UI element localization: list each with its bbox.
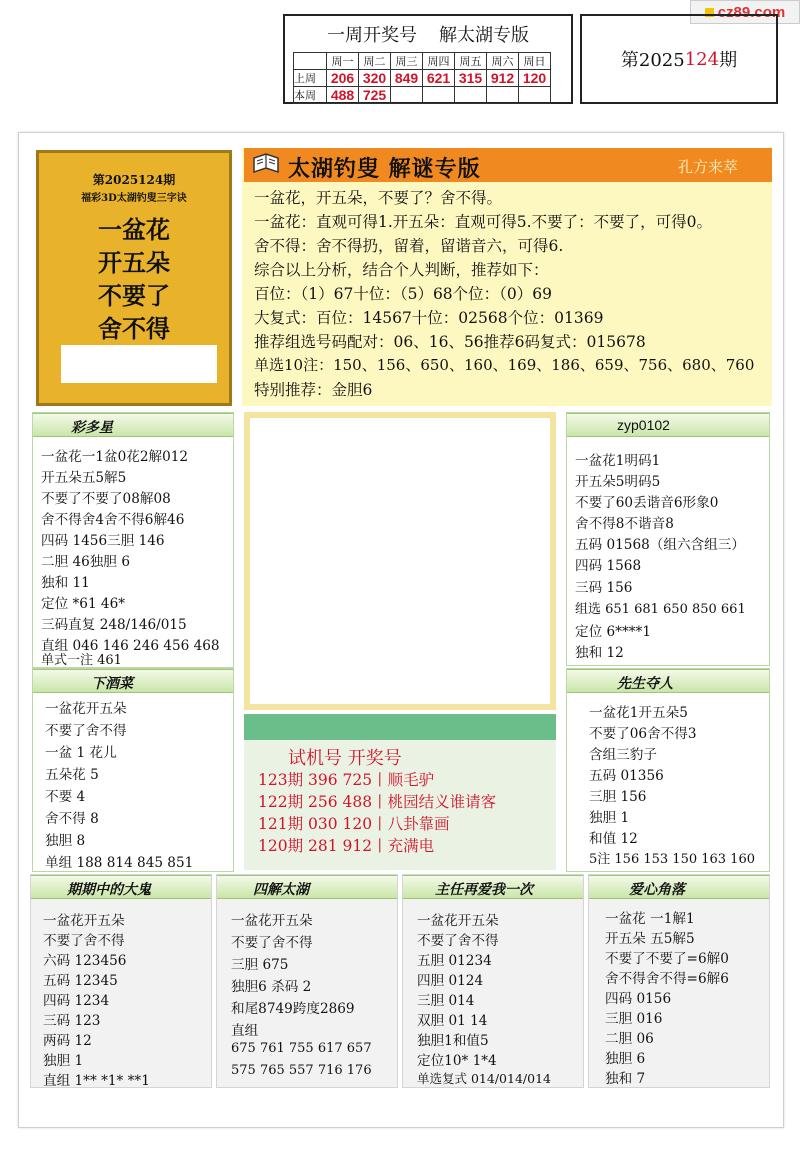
section-header: 主任再爱我一次 [403, 875, 583, 899]
section-line: 和尾8749跨度2869 [231, 1001, 355, 1017]
day-cell: 周一 [327, 53, 359, 70]
section-line: 675 761 755 617 657 [231, 1041, 372, 1056]
section-line: 二胆 06 [605, 1031, 654, 1047]
section-line: 三码 123 [43, 1013, 101, 1029]
riddle-poster [36, 150, 232, 406]
section-line: 独胆 6 [605, 1051, 646, 1067]
section-line: 和值 12 [589, 831, 638, 847]
section-line: 舍不得 8 [45, 811, 99, 827]
header-title-left: 一周开奖号 [327, 25, 417, 46]
section-line: 一盆花开五朵 [43, 913, 125, 929]
poster-subtitle: 福彩3D太湖钓叟三字诀 [81, 193, 187, 204]
draw-value: 621 [423, 70, 455, 87]
trial-draw-panel [244, 714, 556, 870]
draw-value: 725 [359, 87, 391, 104]
section-line: 五胆 01234 [417, 953, 492, 969]
section-line: 不要了不要了08解08 [41, 491, 171, 507]
section-header: 下酒菜 [33, 669, 233, 693]
section-xiansheng [566, 668, 770, 872]
section-zyp0102 [566, 412, 770, 666]
analysis-banner [244, 148, 772, 182]
section-line: 开五朵五5解5 [41, 470, 127, 486]
analysis-line: 舍不得：舍不得扔，留着，留谐音六，可得6. [254, 237, 564, 255]
analysis-title: 太湖钓叟 解谜专版 [288, 156, 481, 182]
section-line: 三码直复 248/146/015 [41, 617, 187, 633]
day-cell: 周四 [423, 53, 455, 70]
draw-value [519, 87, 551, 104]
analysis-panel [242, 148, 772, 406]
analysis-line: 大复式：百位：14567十位：02568个位：01369 [254, 309, 604, 327]
section-caiduoxing [32, 412, 234, 668]
section-header: 爱心角落 [589, 875, 769, 899]
trial-title: 试机号 开奖号 [288, 748, 402, 769]
section-line: 四码 1568 [575, 558, 642, 574]
section-line: 独和 11 [41, 575, 90, 591]
period-number: 124 [684, 48, 720, 70]
section-line: 六码 123456 [43, 953, 127, 969]
section-line: 四胆 0124 [417, 973, 484, 989]
draw-value: 320 [359, 70, 391, 87]
this-week-row [294, 87, 551, 104]
section-line: 不要了60丢谐音6形象0 [575, 495, 719, 511]
section-line: 定位 *61 46* [41, 596, 126, 612]
analysis-line: 一盆花，开五朵，不要了？舍不得。 [254, 189, 503, 207]
section-line: 直组 [231, 1023, 259, 1039]
section-line: 不要了舍不得 [43, 933, 125, 949]
trial-line: 121期 030 120丨八卦靠画 [258, 815, 450, 833]
section-line: 四码 1456三胆 146 [41, 533, 165, 549]
section-line: 一盆花开五朵 [417, 913, 499, 929]
day-cell: 周三 [391, 53, 423, 70]
section-line: 独和 7 [605, 1071, 646, 1087]
section-line: 两码 12 [43, 1033, 92, 1049]
this-week-label: 本周 [294, 87, 327, 104]
section-header: 彩多星 [33, 413, 233, 437]
section-line: 不要了舍不得 [45, 723, 127, 739]
section-line: 组选 651 681 650 850 661 [575, 602, 746, 617]
section-xiajiucai [32, 668, 234, 872]
section-line: 三码 156 [575, 580, 633, 596]
section-line: 定位10* 1*4 [417, 1053, 497, 1069]
section-line: 五码 12345 [43, 973, 118, 989]
section-line: 一盆花开五朵 [45, 701, 127, 717]
last-week-row [294, 70, 551, 87]
section-aixin [588, 874, 770, 1088]
section-line: 5注 156 153 150 163 160 [589, 852, 755, 867]
analysis-line: 推荐组选号码配对：06、16、56推荐6码复式：015678 [254, 333, 646, 351]
section-line: 五码 01356 [589, 768, 664, 784]
analysis-line: 特别推荐：金胆6 [254, 381, 373, 399]
section-header: 四解太湖 [217, 875, 397, 899]
section-line: 三胆 675 [231, 957, 289, 973]
analysis-signature: 孔方来萃 [677, 158, 738, 176]
section-header: 期期中的大鬼 [31, 875, 211, 899]
section-line: 双胆 01 14 [417, 1013, 488, 1029]
section-line: 单式一注 461 [41, 653, 122, 668]
section-line: 独胆 1 [43, 1053, 84, 1069]
section-line: 开五朵5明码5 [575, 474, 661, 490]
last-week-label: 上周 [294, 70, 327, 87]
day-cell: 周二 [359, 53, 391, 70]
draw-value: 849 [391, 70, 423, 87]
blank-image-panel [244, 412, 556, 710]
section-line: 一盆花开五朵 [231, 913, 313, 929]
section-line: 定位 6****1 [575, 624, 651, 640]
draw-value [487, 87, 519, 104]
section-line: 三胆 016 [605, 1011, 663, 1027]
section-line: 不要了舍不得 [417, 933, 499, 949]
section-line: 舍不得8不谐音8 [575, 516, 674, 532]
day-cell: 周五 [455, 53, 487, 70]
draw-value: 206 [327, 70, 359, 87]
day-cell: 周日 [519, 53, 551, 70]
weekly-draw-header [283, 14, 573, 104]
book-icon [252, 152, 280, 176]
section-header: 先生夺人 [567, 669, 769, 693]
section-line: 一盆 1 花儿 [45, 745, 117, 761]
draw-value [391, 87, 423, 104]
section-line: 独胆 1 [589, 810, 630, 826]
trial-line: 122期 256 488丨桃园结义谁请客 [258, 793, 497, 811]
analysis-line: 单选10注：150、156、650、160、169、186、659、756、680、760 [254, 356, 755, 374]
section-line: 四码 0156 [605, 991, 672, 1007]
section-line: 不要 4 [45, 789, 86, 805]
section-line: 二胆 46独胆 6 [41, 554, 130, 570]
draw-value [423, 87, 455, 104]
section-line: 含组三豹子 [589, 747, 657, 763]
section-sijie [216, 874, 398, 1088]
section-line: 舍不得舍4舍不得6解46 [41, 512, 185, 528]
section-line: 三胆 014 [417, 993, 475, 1009]
section-line: 独胆1和值5 [417, 1033, 489, 1049]
section-line: 一盆花1明码1 [575, 453, 661, 469]
section-line: 五朵花 5 [45, 767, 99, 783]
day-cell: 周六 [487, 53, 519, 70]
section-line: 直组 1** *1* **1 [43, 1073, 150, 1089]
period-box: 第2025 124 期 [580, 14, 778, 104]
analysis-line: 一盆花：直观可得1.开五朵：直观可得5.不要了：不要了，可得0。 [254, 213, 712, 231]
section-line: 独胆6 杀码 2 [231, 979, 312, 995]
poster-riddle: 一盆花 开五朵 不要了 舍不得 [98, 215, 170, 343]
section-line: 不要了06舍不得3 [589, 726, 697, 742]
section-zhuren [402, 874, 584, 1088]
header-title-right: 解太湖专版 [439, 25, 529, 46]
section-line: 不要了舍不得 [231, 935, 313, 951]
draw-value [455, 87, 487, 104]
analysis-line: 百位：（1）67十位：（5）68个位：（0）69 [254, 285, 553, 303]
days-row [294, 53, 551, 70]
section-line: 开五朵 五5解5 [605, 931, 695, 947]
section-qiqi [30, 874, 212, 1088]
section-line: 不要了不要了=6解0 [605, 951, 729, 967]
section-line: 独和 12 [575, 645, 624, 661]
section-line: 575 765 557 716 176 [231, 1063, 372, 1078]
section-line: 四码 1234 [43, 993, 110, 1009]
section-line: 一盆花 一1解1 [605, 911, 695, 927]
draw-value: 120 [519, 70, 551, 87]
trial-line: 120期 281 912丨充满电 [258, 837, 435, 855]
header-title [285, 16, 571, 52]
section-header: zyp0102 [567, 413, 769, 437]
draw-value: 488 [327, 87, 359, 104]
section-line: 单组 188 814 845 851 [45, 855, 194, 871]
draw-value: 315 [455, 70, 487, 87]
section-line: 三胆 156 [589, 789, 647, 805]
section-line: 单选复式 014/014/014 [417, 1071, 551, 1086]
weekly-draw-table [293, 52, 551, 104]
section-line: 一盆花一1盆0花2解012 [41, 449, 189, 465]
watermark-text: cz89.com [717, 3, 786, 21]
section-line: 五码 01568（组六含组三） [575, 537, 745, 553]
draw-value: 912 [487, 70, 519, 87]
section-line: 直组 046 146 246 456 468 [41, 638, 220, 654]
poster-blank-box [61, 345, 217, 383]
analysis-line: 综合以上分析，结合个人判断，推荐如下： [254, 261, 549, 279]
section-line: 舍不得舍不得=6解6 [605, 971, 729, 987]
section-line: 独胆 8 [45, 833, 86, 849]
poster-period: 第2025124期 [92, 173, 176, 187]
section-line: 一盆花1开五朵5 [589, 705, 688, 721]
trial-line: 123期 396 725丨顺毛驴 [258, 771, 435, 789]
